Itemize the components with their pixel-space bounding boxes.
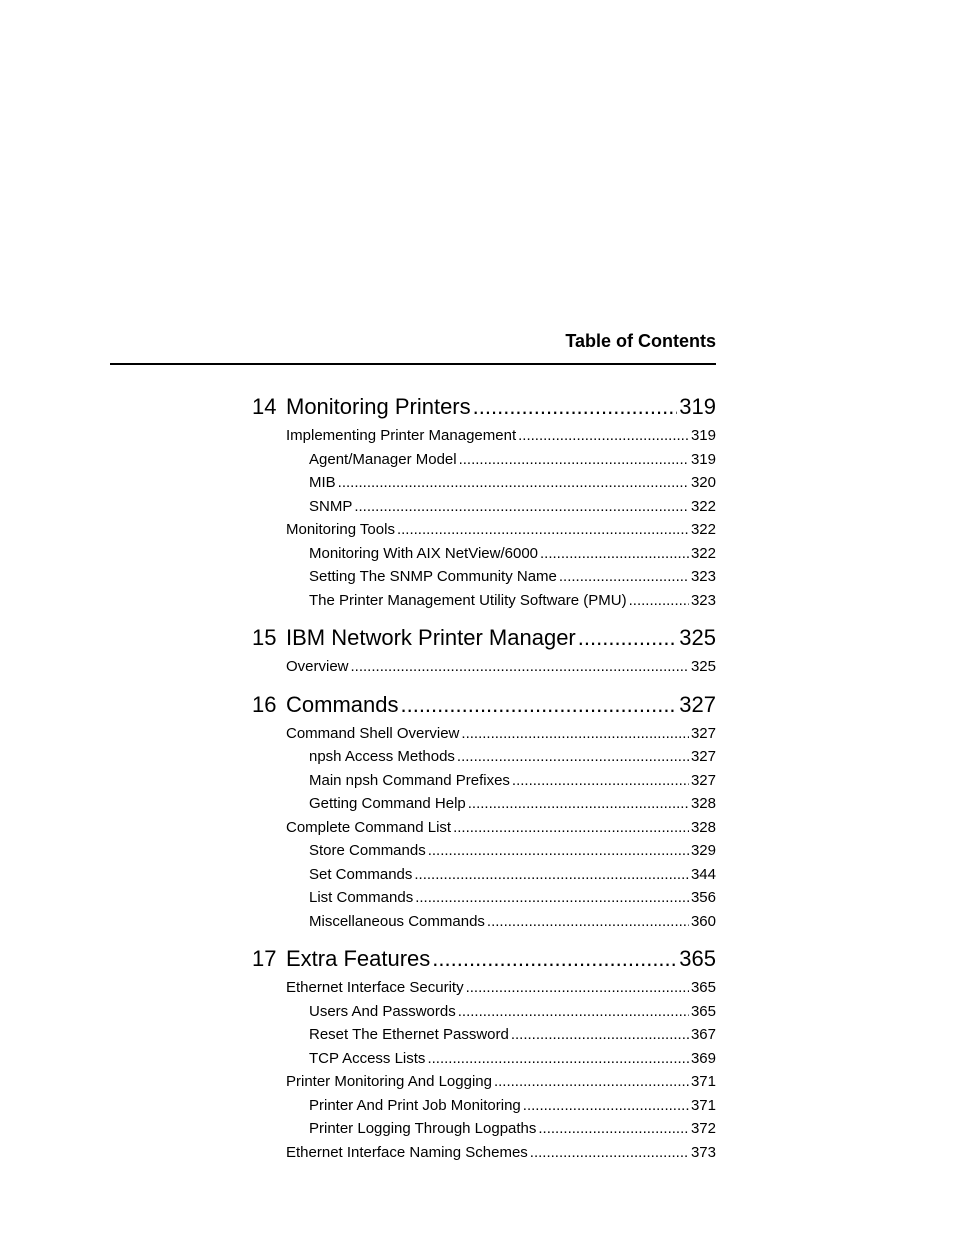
chapter-title: Extra Features bbox=[286, 946, 431, 971]
entry-title: Ethernet Interface Security bbox=[286, 979, 464, 996]
chapter-page-number: 327 bbox=[679, 691, 716, 717]
entry-title: Overview bbox=[286, 658, 349, 675]
entry-page-number: 323 bbox=[690, 591, 716, 609]
header-rule bbox=[110, 363, 716, 365]
chapter-heading bbox=[252, 623, 576, 653]
entry-title: Getting Command Help bbox=[309, 795, 466, 812]
section-entry[interactable] bbox=[252, 518, 716, 542]
entry-title: Monitoring With AIX NetView/6000 bbox=[309, 544, 539, 562]
subsection-entry[interactable] bbox=[252, 1117, 716, 1141]
entry-page-number: 322 bbox=[690, 521, 716, 538]
subsection-entry[interactable] bbox=[252, 565, 716, 589]
subsection-entry[interactable] bbox=[252, 1047, 716, 1071]
chapter-number: 15 bbox=[252, 625, 277, 650]
entry-page-number: 372 bbox=[690, 1120, 716, 1137]
dot-leader bbox=[487, 910, 689, 934]
entry-title: Setting The SNMP Community Name bbox=[309, 568, 557, 585]
entry-page-number: 344 bbox=[690, 865, 716, 883]
subsection-entry[interactable] bbox=[252, 769, 716, 793]
chapter-page-number: 325 bbox=[679, 625, 716, 650]
subsection-entry[interactable] bbox=[252, 1023, 716, 1047]
entry-title: Ethernet Interface Naming Schemes bbox=[286, 1143, 528, 1161]
dot-leader bbox=[400, 690, 677, 720]
dot-leader bbox=[397, 518, 689, 542]
entry-page-number: 367 bbox=[690, 1026, 716, 1043]
entry-title: Set Commands bbox=[309, 865, 413, 883]
entry-title: Printer Monitoring And Logging bbox=[286, 1073, 492, 1090]
dot-leader bbox=[473, 392, 678, 422]
entry-title: Implementing Printer Management bbox=[286, 427, 517, 444]
dot-leader bbox=[338, 471, 689, 495]
dot-leader bbox=[415, 886, 689, 910]
entry-title: Reset The Ethernet Password bbox=[309, 1026, 509, 1043]
entry-page-number: 325 bbox=[690, 658, 716, 675]
dot-leader bbox=[466, 976, 689, 1000]
subsection-entry[interactable] bbox=[252, 1000, 716, 1024]
chapter-entry[interactable] bbox=[252, 944, 716, 974]
dot-leader bbox=[540, 542, 689, 566]
entry-page-number: 327 bbox=[690, 748, 716, 765]
entry-page-number: 328 bbox=[690, 795, 716, 812]
dot-leader bbox=[518, 424, 689, 448]
entry-page-number: 356 bbox=[690, 889, 716, 906]
dot-leader bbox=[414, 863, 689, 887]
chapter-heading bbox=[252, 690, 398, 720]
subsection-entry[interactable] bbox=[252, 792, 716, 816]
entry-page-number: 319 bbox=[690, 427, 716, 444]
dot-leader bbox=[494, 1070, 689, 1094]
dot-leader bbox=[453, 816, 689, 840]
subsection-entry[interactable] bbox=[252, 589, 716, 613]
chapter-title: IBM Network Printer Manager bbox=[286, 625, 576, 650]
entry-title: TCP Access Lists bbox=[309, 1049, 426, 1067]
section-entry[interactable] bbox=[252, 1141, 716, 1165]
entry-title: Command Shell Overview bbox=[286, 724, 460, 742]
running-head: Table of Contents bbox=[565, 331, 716, 351]
dot-leader bbox=[512, 769, 689, 793]
section-entry[interactable] bbox=[252, 424, 716, 448]
entry-page-number: 328 bbox=[690, 818, 716, 836]
entry-title: MIB bbox=[309, 474, 336, 491]
dot-leader bbox=[457, 745, 689, 769]
entry-page-number: 322 bbox=[690, 544, 716, 562]
entry-page-number: 360 bbox=[690, 912, 716, 930]
entry-title: SNMP bbox=[309, 497, 353, 515]
entry-page-number: 320 bbox=[690, 474, 716, 491]
entry-title: Store Commands bbox=[309, 842, 426, 859]
chapter-entry[interactable] bbox=[252, 623, 716, 653]
subsection-entry[interactable] bbox=[252, 910, 716, 934]
dot-leader bbox=[559, 565, 689, 589]
dot-leader bbox=[432, 944, 677, 974]
toc-list bbox=[252, 392, 716, 1164]
dot-leader bbox=[578, 623, 678, 653]
subsection-entry[interactable] bbox=[252, 542, 716, 566]
entry-title: Miscellaneous Commands bbox=[309, 912, 485, 930]
chapter-entry[interactable] bbox=[252, 690, 716, 720]
entry-page-number: 329 bbox=[690, 842, 716, 859]
entry-page-number: 327 bbox=[690, 771, 716, 789]
section-entry[interactable] bbox=[252, 976, 716, 1000]
dot-leader bbox=[461, 722, 689, 746]
section-entry[interactable] bbox=[252, 816, 716, 840]
dot-leader bbox=[468, 792, 689, 816]
chapter-title: Monitoring Printers bbox=[286, 394, 471, 419]
chapter-page-number: 319 bbox=[679, 394, 716, 419]
entry-page-number: 371 bbox=[690, 1073, 716, 1090]
chapter-page-number: 365 bbox=[679, 946, 716, 971]
dot-leader bbox=[538, 1117, 689, 1141]
entry-page-number: 327 bbox=[690, 724, 716, 742]
subsection-entry[interactable] bbox=[252, 448, 716, 472]
dot-leader bbox=[511, 1023, 689, 1047]
subsection-entry[interactable] bbox=[252, 745, 716, 769]
chapter-number: 17 bbox=[252, 946, 277, 971]
subsection-entry[interactable] bbox=[252, 471, 716, 495]
entry-page-number: 371 bbox=[690, 1096, 716, 1114]
section-entry[interactable] bbox=[252, 655, 716, 679]
entry-page-number: 319 bbox=[690, 450, 716, 468]
entry-page-number: 365 bbox=[690, 1002, 716, 1020]
dot-leader bbox=[458, 1000, 689, 1024]
entry-page-number: 323 bbox=[690, 568, 716, 585]
entry-page-number: 373 bbox=[690, 1143, 716, 1161]
dot-leader bbox=[427, 1047, 689, 1071]
entry-title: Main npsh Command Prefixes bbox=[309, 771, 510, 789]
chapter-entry[interactable] bbox=[252, 392, 716, 422]
entry-title: npsh Access Methods bbox=[309, 748, 455, 765]
dot-leader bbox=[523, 1094, 689, 1118]
entry-title: The Printer Management Utility Software (PMU) bbox=[309, 591, 627, 609]
dot-leader bbox=[351, 655, 689, 679]
subsection-entry[interactable] bbox=[252, 839, 716, 863]
entry-title: Printer Logging Through Logpaths bbox=[309, 1120, 537, 1137]
entry-title: Users And Passwords bbox=[309, 1002, 456, 1020]
entry-title: List Commands bbox=[309, 889, 414, 906]
entry-page-number: 369 bbox=[690, 1049, 716, 1067]
dot-leader bbox=[354, 495, 689, 519]
entry-title: Complete Command List bbox=[286, 818, 452, 836]
subsection-entry[interactable] bbox=[252, 1094, 716, 1118]
section-entry[interactable] bbox=[252, 1070, 716, 1094]
dot-leader bbox=[530, 1141, 689, 1165]
chapter-number: 14 bbox=[252, 394, 277, 419]
dot-leader bbox=[629, 589, 689, 613]
entry-title: Monitoring Tools bbox=[286, 521, 395, 538]
subsection-entry[interactable] bbox=[252, 886, 716, 910]
entry-page-number: 322 bbox=[690, 497, 716, 515]
chapter-heading bbox=[252, 392, 471, 422]
subsection-entry[interactable] bbox=[252, 495, 716, 519]
dot-leader bbox=[428, 839, 689, 863]
section-entry[interactable] bbox=[252, 722, 716, 746]
dot-leader bbox=[459, 448, 689, 472]
entry-page-number: 365 bbox=[690, 979, 716, 996]
chapter-heading bbox=[252, 944, 430, 974]
entry-title: Agent/Manager Model bbox=[309, 450, 457, 468]
subsection-entry[interactable] bbox=[252, 863, 716, 887]
entry-title: Printer And Print Job Monitoring bbox=[309, 1096, 521, 1114]
chapter-title: Commands bbox=[286, 691, 399, 717]
chapter-number: 16 bbox=[252, 691, 277, 717]
